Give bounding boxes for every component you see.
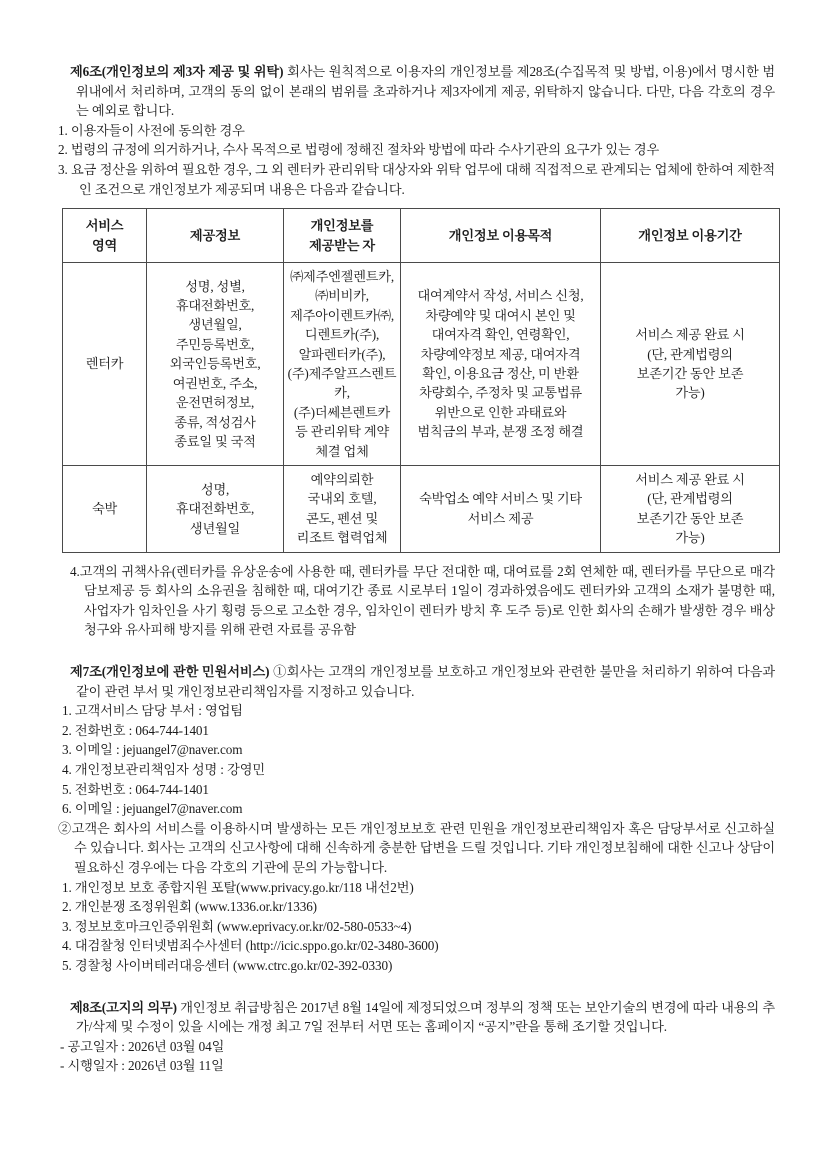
- cell-retention-period: 서비스 제공 완료 시 (단, 관계법령의 보존기간 동안 보존 가능): [601, 262, 780, 465]
- third-party-provision-table: [62, 208, 780, 553]
- contact-item-officer-name: 4. 개인정보관리책임자 성명 : 강영민: [62, 762, 265, 777]
- cell-purpose: 숙박업소 예약 서비스 및 기타 서비스 제공: [401, 466, 601, 553]
- column-header-retention-period: 개인정보 이용기간: [601, 209, 780, 263]
- cell-service-area: 숙박: [63, 466, 147, 553]
- contact-item-email: 3. 이메일 : jejuangel7@naver.com: [62, 742, 243, 758]
- article-6-body: 회사는 원칙적으로 이용자의 개인정보를 제28조(수집목적 및 방법, 이용)에서 명시한 범위내에서 처리하며, 고객의 동의 없이 본래의 범위를 초과하거나 제3자에게 제공, 위탁하지 않습니다. 다만, 다음 각호의 경우는 예외로 합니다.: [76, 64, 775, 119]
- contact-item-officer-email: 6. 이메일 : jejuangel7@naver.com: [62, 801, 243, 817]
- cell-provided-info: 성명, 성별, 휴대전화번호, 생년월일, 주민등록번호, 외국인등록번호, 여권번호, 주소, 운전면허정보, 종류, 적성검사 종료일 및 국적: [147, 262, 284, 465]
- article-6-item-3: 3. 요금 정산을 위하여 필요한 경우, 그 외 렌터카 관리위탁 대상자와 위탁 업무에 대해 직접적으로 관계되는 업체에 한하여 제한적인 조건으로 개인정보가 제공되며 내용은 다음과 같습니다.: [58, 161, 775, 197]
- contact-item-officer-phone: 5. 전화번호 : 064-744-1401: [62, 781, 209, 797]
- cell-recipient: 예약의뢰한 국내외 호텔, 콘도, 펜션 및 리조트 협력업체: [284, 466, 401, 553]
- column-header-recipient: 개인정보를 제공받는 자: [284, 209, 401, 263]
- article-6-heading: 제6조(개인정보의 제3자 제공 및 위탁): [70, 64, 284, 79]
- article-6-section: [58, 62, 775, 199]
- column-header-provided-info: 제공정보: [147, 209, 284, 263]
- article-8-heading: 제8조(고지의 의무): [70, 999, 177, 1015]
- cell-retention-period: 서비스 제공 완료 시 (단, 관계법령의 보존기간 동안 보존 가능): [601, 466, 780, 553]
- column-header-purpose: 개인정보 이용목적: [401, 209, 601, 263]
- article-7-body-1: ①회사는 고객의 개인정보를 보호하고 개인정보와 관련한 불만을 처리하기 위하여 다음과 같이 관련 부서 및 개인정보관리책임자를 지정하고 있습니다.: [76, 664, 775, 699]
- article-6-item-2: 2. 법령의 규정에 의거하거나, 수사 목적으로 법령에 정해진 절차와 방법에 따라 수사기관의 요구가 있는 경우: [58, 142, 660, 158]
- article-7-section: [58, 662, 775, 976]
- article-8-body: 개인정보 취급방침은 2017년 8월 14일에 제정되었으며 정부의 정책 또는 보안기술의 변경에 따라 내용의 추가/삭제 및 수정이 있을 시에는 개정 최고 7일 전부터 서면 또는 홈페이지 “공지”란을 통해 조기할 것입니다.: [76, 999, 776, 1035]
- cell-provided-info: 성명, 휴대전화번호, 생년월일: [147, 466, 284, 553]
- article-6-item-4: 4.고객의 귀책사유(렌터카를 유상운송에 사용한 때, 렌터카를 무단 전대한 때, 대여료를 2회 연체한 때, 렌터카를 무단으로 매각 담보제공 등 회사의 소유권을 침해한 때, 대여기간 종료 시로부터 1일이 경과하였음에도 렌터카와 고객의 소재가 불명한 때, 사업자가 임차인을 사기 횡령 등으로 고소한 경우, 임차인이 렌터카 방치 후 도주 등)로 인한 회사의 손해가 발생한 경우 배상청구와 유사피해 방지를 위해 관련 자료를 공유함: [70, 563, 775, 638]
- article-7-heading: 제7조(개인정보에 관한 민원서비스): [70, 664, 270, 680]
- table-header-row: [63, 209, 780, 263]
- article-6-item-1: 1. 이용자들이 사전에 동의한 경우: [58, 122, 245, 138]
- table-row: [63, 466, 780, 553]
- table-row: [63, 262, 780, 465]
- notice-date: - 공고일자 : 2026년 03월 04일: [60, 1038, 225, 1054]
- contact-item-department: 1. 고객서비스 담당 부서 : 영업팀: [62, 703, 243, 719]
- article-6-paragraph: [58, 62, 775, 121]
- cell-recipient: ㈜제주엔젤렌트카, ㈜비비카, 제주아이렌트카㈜, 디렌트카(주), 알파렌터카(주), (주)제주알프스렌트카, (주)더쎄븐렌트카 등 관리위탁 계약 체결 업체: [284, 262, 401, 465]
- agency-item-prosecution-cybercrime: 4. 대검찰청 인터넷범죄수사센터 (http://icic.sppo.go.kr/02-3480-3600): [62, 938, 439, 954]
- agency-item-police-cyberterror: 5. 경찰청 사이버테러대응센터 (www.ctrc.go.kr/02-392-0330): [62, 957, 393, 973]
- article-8-section: [58, 998, 775, 1076]
- agency-item-privacy-portal: 1. 개인정보 보호 종합지원 포탈(www.privacy.go.kr/118 내선2번): [62, 879, 414, 895]
- agency-item-eprivacy-committee: 3. 정보보호마크인증위원회 (www.eprivacy.or.kr/02-580-0533~4): [62, 918, 412, 934]
- contact-item-phone: 2. 전화번호 : 064-744-1401: [62, 722, 209, 738]
- article-7-body-2: ②고객은 회사의 서비스를 이용하시며 발생하는 모든 개인정보보호 관련 민원을 개인정보관리책임자 혹은 담당부서로 신고하실 수 있습니다. 회사는 고객의 신고사항에 대해 신속하게 충분한 답변을 드릴 것입니다. 기타 개인정보침해에 대한 신고나 상담이 필요하신 경우에는 다음 각호의 기관에 문의 가능합니다.: [58, 820, 775, 875]
- article-7-paragraph-1: [58, 662, 775, 701]
- cell-service-area: 렌터카: [63, 262, 147, 465]
- column-header-service-area: 서비스 영역: [63, 209, 147, 263]
- article-8-paragraph: [58, 998, 775, 1037]
- agency-item-dispute-committee: 2. 개인분쟁 조정위원회 (www.1336.or.kr/1336): [62, 899, 317, 915]
- effective-date: - 시행일자 : 2026년 03월 11일: [60, 1058, 224, 1074]
- cell-purpose: 대여계약서 작성, 서비스 신청, 차량예약 및 대여시 본인 및 대여자격 확인, 연령확인, 차량예약정보 제공, 대여자격 확인, 이용요금 정산, 미 반환 차량회수, 주정차 및 교통법류 위반으로 인한 과태료와 범칙금의 부과, 분쟁 조정 해결: [401, 262, 601, 465]
